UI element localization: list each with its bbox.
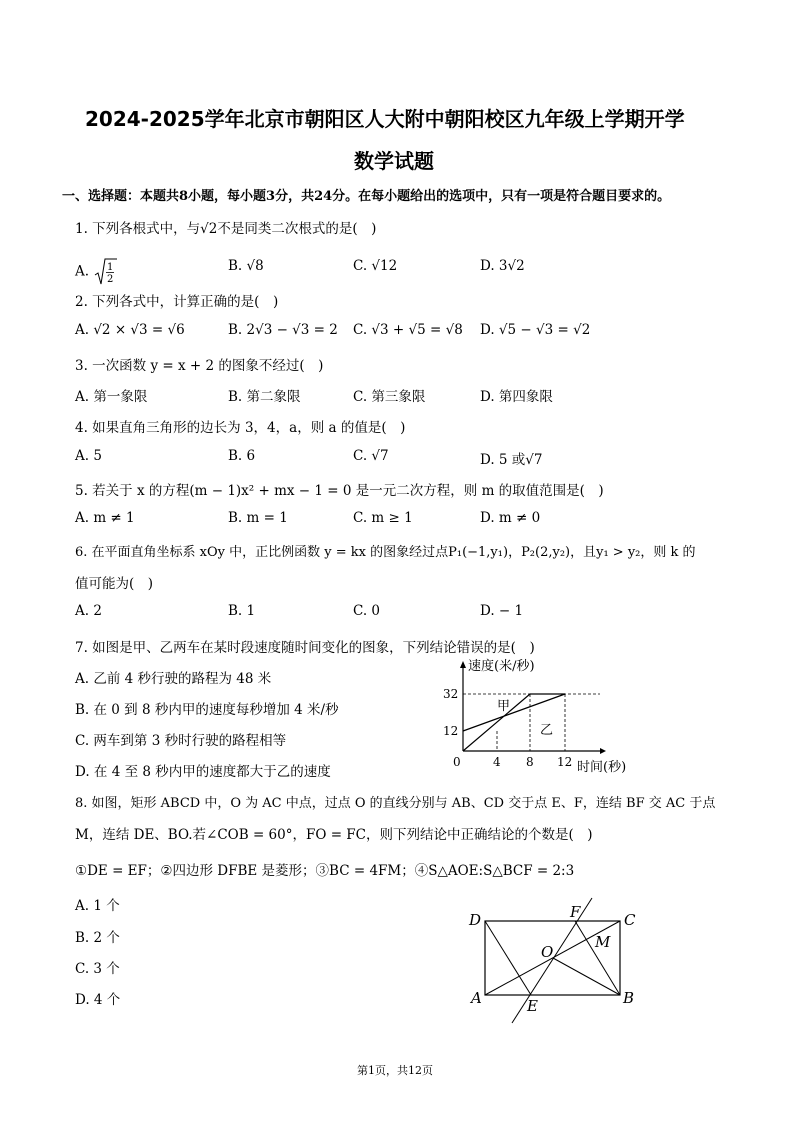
q3-option-a: A. 第一象限 bbox=[75, 389, 148, 405]
q7-graph-xlabel: 时间(秒) bbox=[577, 760, 627, 775]
q8-label-e: E bbox=[527, 997, 538, 1015]
q2-option-d: D. √5 − √3 = √2 bbox=[480, 322, 591, 338]
q8-option-d: D. 4 个 bbox=[75, 992, 121, 1008]
q3-option-d: D. 第四象限 bbox=[480, 389, 553, 405]
q7-ytick-12: 12 bbox=[443, 724, 459, 738]
q7-label-yi: 乙 bbox=[540, 723, 554, 738]
q8-label-d: D bbox=[469, 911, 482, 929]
q1-option-c: C. √12 bbox=[353, 258, 398, 274]
q7-speed-time-graph bbox=[435, 658, 645, 778]
q6-option-a: A. 2 bbox=[75, 603, 102, 619]
q7-graph-ylabel: 速度(米/秒) bbox=[468, 659, 535, 674]
q7-option-b: B. 在 0 到 8 秒内甲的速度每秒增加 4 米/秒 bbox=[75, 702, 339, 718]
question-6-stem-cont: 值可能为( ) bbox=[75, 576, 154, 592]
question-5-stem: 5. 若关于 x 的方程(m − 1)x² + mx − 1 = 0 是一元二次方程，则 m 的取值范围是( ) bbox=[75, 483, 604, 499]
question-8-stem-cont: M，连结 DE、BO.若∠COB = 60°，FO = FC，则下列结论中正确结论的个数是( ) bbox=[75, 827, 593, 843]
question-8-stem: 8. 如图，矩形 ABCD 中，O 为 AC 中点，过点 O 的直线分别与 AB、CD 交于点 E、F，连结 BF 交 AC 于点 bbox=[75, 796, 716, 811]
q4-option-a: A. 5 bbox=[75, 448, 102, 464]
q8-option-b: B. 2 个 bbox=[75, 930, 120, 946]
q7-xtick-12: 12 bbox=[557, 755, 573, 769]
q7-ytick-32: 32 bbox=[443, 687, 459, 701]
q5-option-b: B. m = 1 bbox=[228, 510, 288, 526]
q5-option-c: C. m ≥ 1 bbox=[353, 510, 413, 526]
q8-label-a: A bbox=[471, 989, 482, 1007]
q7-xtick-4: 4 bbox=[493, 755, 501, 769]
question-7-stem: 7. 如图是甲、乙两车在某时段速度随时间变化的图象，下列结论错误的是( ) bbox=[75, 640, 535, 656]
q7-xtick-0: 0 bbox=[453, 755, 461, 769]
q7-option-c: C. 两车到第 3 秒时行驶的路程相等 bbox=[75, 733, 287, 749]
question-4-stem: 4. 如果直角三角形的边长为 3，4，a，则 a 的值是( ) bbox=[75, 420, 406, 436]
q4-option-d: D. 5 或√7 bbox=[480, 452, 543, 468]
page-footer: 第1页，共12页 bbox=[357, 1064, 433, 1077]
q2-option-c: C. √3 + √5 = √8 bbox=[353, 322, 463, 338]
q7-option-a: A. 乙前 4 秒行驶的路程为 48 米 bbox=[75, 671, 272, 687]
q2-option-a: A. √2 × √3 = √6 bbox=[75, 322, 185, 338]
question-2-stem: 2. 下列各式中，计算正确的是( ) bbox=[75, 294, 279, 310]
q6-option-c: C. 0 bbox=[353, 603, 381, 619]
q4-option-b: B. 6 bbox=[228, 448, 256, 464]
q8-label-f: F bbox=[570, 903, 581, 921]
page-subtitle: 数学试题 bbox=[354, 149, 434, 173]
q8-label-c: C bbox=[624, 911, 636, 929]
question-1-stem: 1. 下列各根式中，与√2不是同类二次根式的是( ) bbox=[75, 221, 377, 237]
question-6-stem: 6. 在平面直角坐标系 xOy 中，正比例函数 y = kx 的图象经过点P₁(−1,y₁)，P₂(2,y₂)，且y₁ > y₂，则 k 的 bbox=[75, 545, 696, 560]
q6-option-b: B. 1 bbox=[228, 603, 256, 619]
q7-label-jia: 甲 bbox=[497, 699, 511, 714]
q8-rectangle-figure bbox=[465, 895, 645, 1030]
q8-label-m: M bbox=[595, 933, 611, 951]
q1-radical-half bbox=[93, 257, 119, 287]
q3-option-b: B. 第二象限 bbox=[228, 389, 301, 405]
q8-label-b: B bbox=[623, 989, 635, 1007]
q6-option-d: D. − 1 bbox=[480, 603, 524, 619]
svg-text:2: 2 bbox=[107, 274, 114, 285]
q8-label-o: O bbox=[541, 943, 554, 961]
section-heading: 一、选择题：本题共8小题，每小题3分，共24分。在每小题给出的选项中，只有一项是符合题目要求的。 bbox=[62, 189, 671, 204]
q2-option-b: B. 2√3 − √3 = 2 bbox=[228, 322, 338, 338]
page-title: 2024-2025学年北京市朝阳区人大附中朝阳校区九年级上学期开学 bbox=[85, 107, 685, 131]
q1-option-a: A. 1 2 bbox=[75, 257, 119, 287]
svg-text:1: 1 bbox=[107, 262, 114, 273]
q8-option-a: A. 1 个 bbox=[75, 898, 120, 914]
question-8-statements: ①DE = EF；②四边形 DFBE 是菱形；③BC = 4FM；④S△AOE:S△BCF = 2:3 bbox=[75, 863, 575, 879]
q3-option-c: C. 第三象限 bbox=[353, 389, 426, 405]
q1-option-b: B. √8 bbox=[228, 258, 264, 274]
question-3-stem: 3. 一次函数 y = x + 2 的图象不经过( ) bbox=[75, 358, 324, 374]
q1-option-d: D. 3√2 bbox=[480, 258, 525, 274]
q7-option-d: D. 在 4 至 8 秒内甲的速度都大于乙的速度 bbox=[75, 764, 331, 780]
q5-option-a: A. m ≠ 1 bbox=[75, 510, 135, 526]
q5-option-d: D. m ≠ 0 bbox=[480, 510, 541, 526]
q4-option-c: C. √7 bbox=[353, 448, 389, 464]
q7-xtick-8: 8 bbox=[526, 755, 534, 769]
q8-option-c: C. 3 个 bbox=[75, 961, 120, 977]
